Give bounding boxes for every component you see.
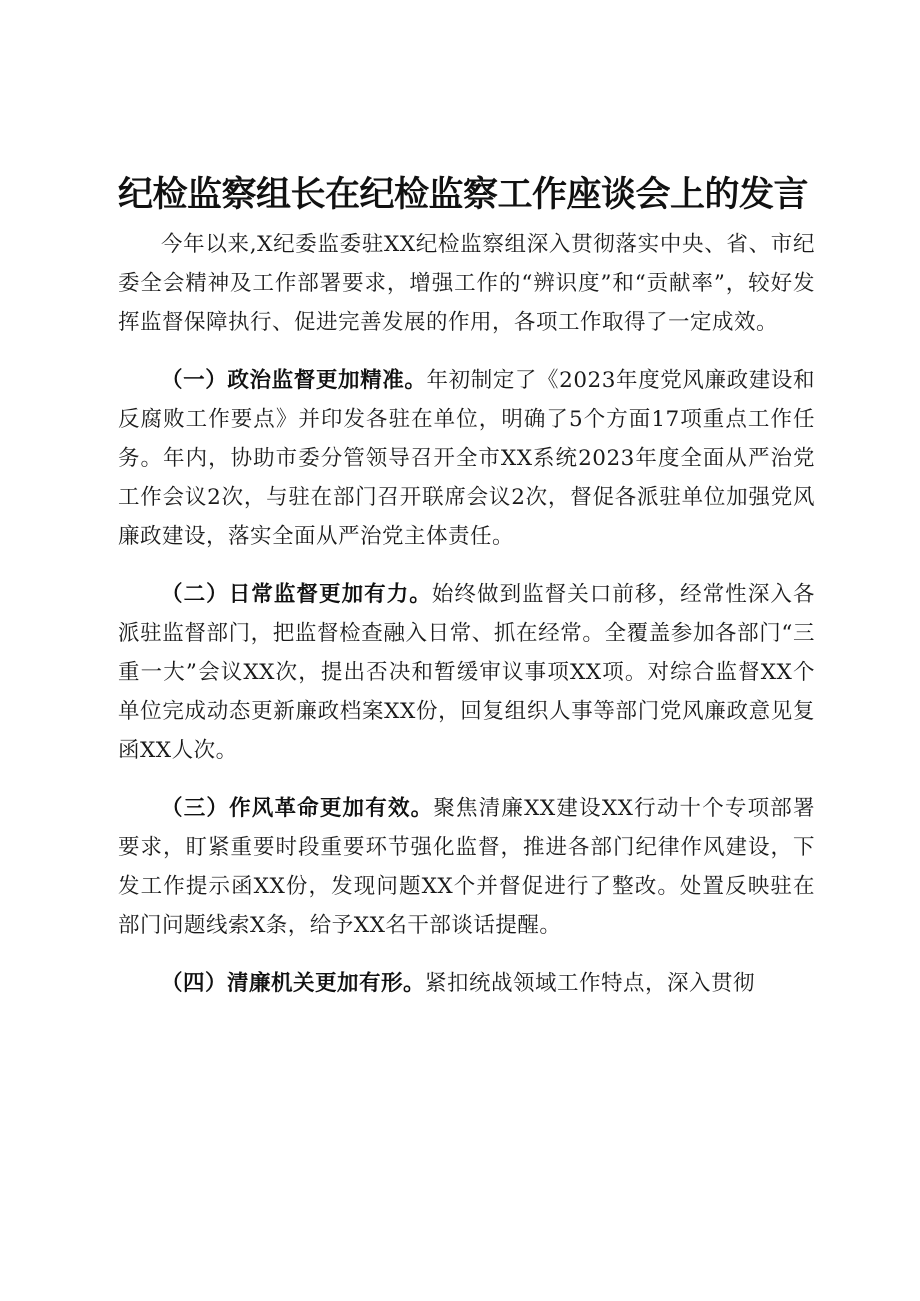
section-paragraph-1	[118, 361, 815, 556]
section-text-3: 聚焦清廉XX建设XX行动十个专项部署要求，盯紧重要时段重要环节强化监督，推进各部门纪律作风建设，下发工作提示函XX份，发现问题XX个并督促进行了整改。处置反映驻在部门问题线索X条，给予XX名干部谈话提醒。	[118, 796, 815, 938]
section-heading-3: （三）作风革命更加有效。	[161, 796, 434, 821]
section-paragraph-2	[118, 575, 815, 770]
section-text-4: 紧扣统战领域工作特点，深入贯彻	[425, 971, 756, 996]
section-paragraph-3	[118, 789, 815, 945]
section-heading-1: （一）政治监督更加精准。	[161, 368, 427, 393]
section-heading-2: （二）日常监督更加有力。	[161, 582, 432, 607]
document-title: 纪检监察组长在纪检监察工作座谈会上的发言	[118, 175, 809, 215]
section-paragraph-4	[118, 964, 815, 1003]
intro-paragraph: 今年以来,X纪委监委驻XX纪检监察组深入贯彻落实中央、省、市纪委全会精神及工作部署要求，增强工作的“辨识度”和“贡献率”，较好发挥监督保障执行、促进完善发展的作用，各项工作取得了一定成效。	[118, 232, 815, 335]
section-heading-4: （四）清廉机关更加有形。	[161, 971, 426, 996]
section-text-1: 年初制定了《2023年度党风廉政建设和反腐败工作要点》并印发各驻在单位，明确了5个方面17项重点工作任务。年内，协助市委分管领导召开全市XX系统2023年度全面从严治党工作会议2次，与驻在部门召开联席会议2次，督促各派驻单位加强党风廉政建设，落实全面从严治党主体责任。	[118, 368, 815, 549]
document-body	[118, 225, 815, 1022]
section-text-2: 始终做到监督关口前移，经常性深入各派驻监督部门，把监督检查融入日常、抓在经常。全覆盖参加各部门“三重一大”会议XX次，提出否决和暂缓审议事项XX项。对综合监督XX个单位完成动态更新廉政档案XX份，回复组织人事等部门党风廉政意见复函XX人次。	[118, 582, 815, 763]
